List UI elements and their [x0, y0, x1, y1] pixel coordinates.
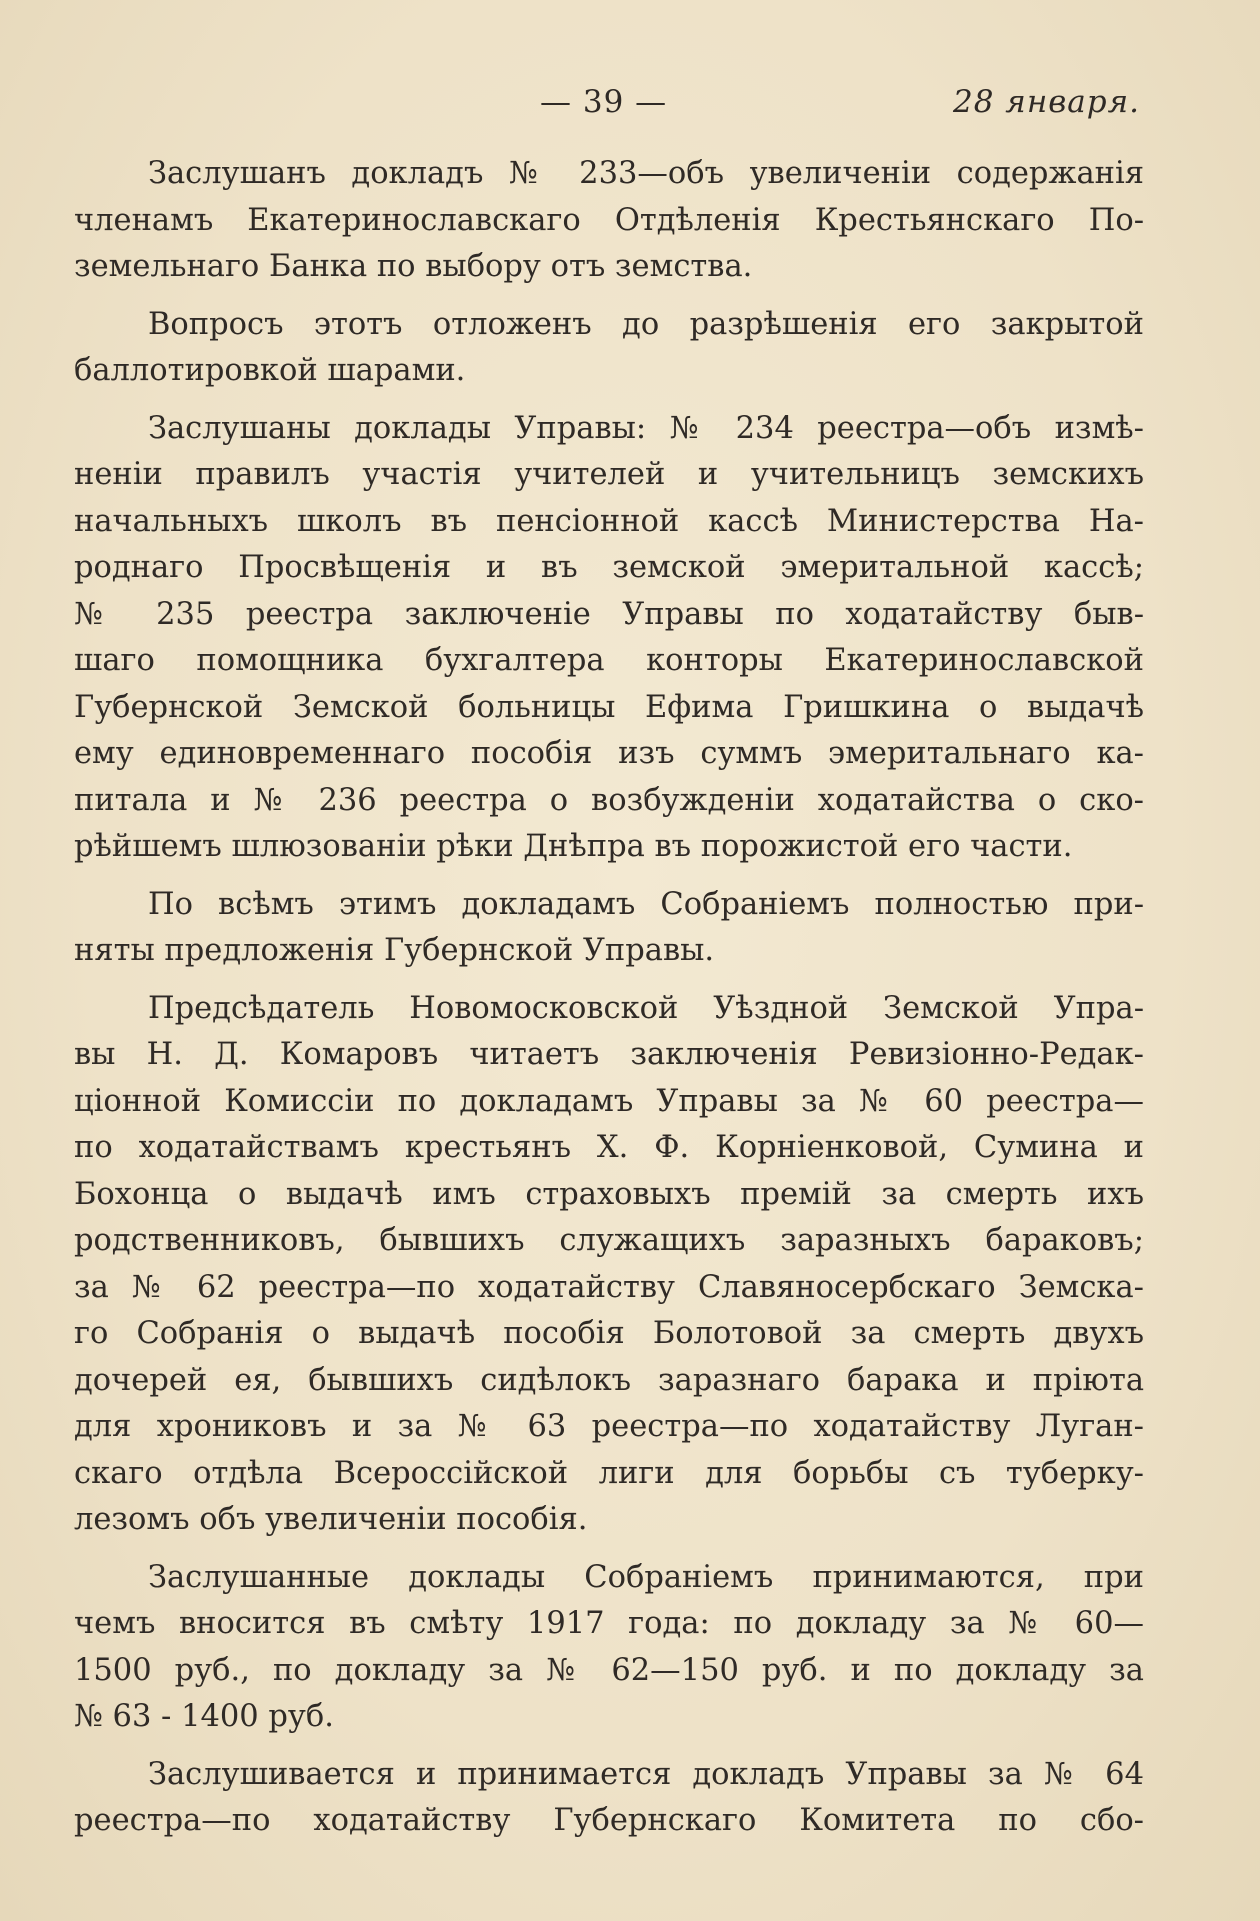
- paragraph: [74, 302, 1144, 395]
- body-text: [74, 151, 1144, 1856]
- text-line: Заслушаны доклады Управы: № 234 реестра—объ измѣ-: [148, 410, 1144, 446]
- text-line: ему единовременнаго пособія изъ суммъ эмеритальнаго ка-: [74, 736, 1144, 771]
- text-line: дочерей ея, бывшихъ сидѣлокъ заразнаго барака и пріюта: [74, 1362, 1144, 1398]
- page-number: — 39 —: [540, 84, 668, 120]
- text-line: ціонной Комиссіи по докладамъ Управы за № 60 реестра—: [74, 1083, 1144, 1119]
- text-line: чемъ вносится въ смѣту 1917 года: по докладу за № 60—: [74, 1606, 1144, 1641]
- text-line: роднаго Просвѣщенія и въ земской эмеритальной кассѣ;: [74, 550, 1144, 585]
- page-header: [0, 84, 1260, 124]
- text-line: лезомъ объ увеличеніи пособія.: [74, 1502, 588, 1537]
- text-line: родственниковъ, бывшихъ служащихъ заразныхъ бараковъ;: [74, 1223, 1144, 1258]
- text-line: неніи правилъ участія учителей и учительницъ земскихъ: [74, 457, 1144, 492]
- text-line: членамъ Екатеринославскаго Отдѣленія Крестьянскаго По-: [74, 202, 1144, 238]
- paragraph: [74, 1555, 1144, 1741]
- text-line: рѣйшемъ шлюзованіи рѣки Днѣпра въ порожистой его части.: [74, 829, 1073, 864]
- text-line: Заслушанные доклады Собраніемъ принимаются, при: [148, 1559, 1144, 1595]
- text-line: № 235 реестра заключеніе Управы по ходатайству быв-: [74, 596, 1144, 632]
- text-line: По всѣмъ этимъ докладамъ Собраніемъ полностью при-: [148, 886, 1144, 922]
- text-line: няты предложенія Губернской Управы.: [74, 933, 715, 968]
- text-line: земельнаго Банка по выбору отъ земства.: [74, 249, 753, 284]
- text-line: Бохонца о выдачѣ имъ страховыхъ премій за смерть ихъ: [74, 1176, 1144, 1212]
- paragraph: [74, 406, 1144, 871]
- text-line: начальныхъ школъ въ пенсіонной кассѣ Министерства На-: [74, 503, 1144, 539]
- text-line: реестра—по ходатайству Губернскаго Комитета по сбо-: [74, 1803, 1144, 1838]
- header-date: 28 января.: [953, 84, 1140, 120]
- paragraph: [74, 882, 1144, 975]
- paragraph: [74, 151, 1144, 291]
- text-line: Предсѣдатель Новомосковской Уѣздной Земской Упра-: [148, 990, 1144, 1026]
- paragraph: [74, 986, 1144, 1544]
- text-line: питала и № 236 реестра о возбужденіи ходатайства о ско-: [74, 782, 1144, 818]
- text-line: вы Н. Д. Комаровъ читаетъ заключенія Ревизіонно-Редак-: [74, 1037, 1144, 1072]
- text-line: скаго отдѣла Всероссійской лиги для борьбы съ туберку-: [74, 1455, 1144, 1491]
- text-line: Заслушивается и принимается докладъ Управы за № 64: [148, 1756, 1144, 1792]
- paragraph: [74, 1752, 1144, 1845]
- text-line: для хрониковъ и за № 63 реестра—по ходатайству Луган-: [74, 1409, 1144, 1444]
- text-line: Губернской Земской больницы Ефима Гришкина о выдачѣ: [74, 689, 1144, 725]
- text-line: го Собранія о выдачѣ пособія Болотовой за смерть двухъ: [74, 1316, 1144, 1351]
- text-line: 1500 руб., по докладу за № 62—150 руб. и по докладу за: [74, 1652, 1144, 1688]
- text-line: по ходатайствамъ крестьянъ Х. Ф. Корніенковой, Сумина и: [74, 1130, 1144, 1165]
- text-line: баллотировкой шарами.: [74, 353, 466, 388]
- text-line: за № 62 реестра—по ходатайству Славяносербскаго Земска-: [74, 1269, 1144, 1305]
- text-line: шаго помощника бухгалтера конторы Екатеринославской: [74, 643, 1144, 678]
- text-line: Вопросъ этотъ отложенъ до разрѣшенія его закрытой: [148, 306, 1144, 342]
- text-line: № 63 - 1400 руб.: [74, 1699, 334, 1734]
- text-line: Заслушанъ докладъ № 233—объ увеличеніи содержанія: [148, 156, 1144, 191]
